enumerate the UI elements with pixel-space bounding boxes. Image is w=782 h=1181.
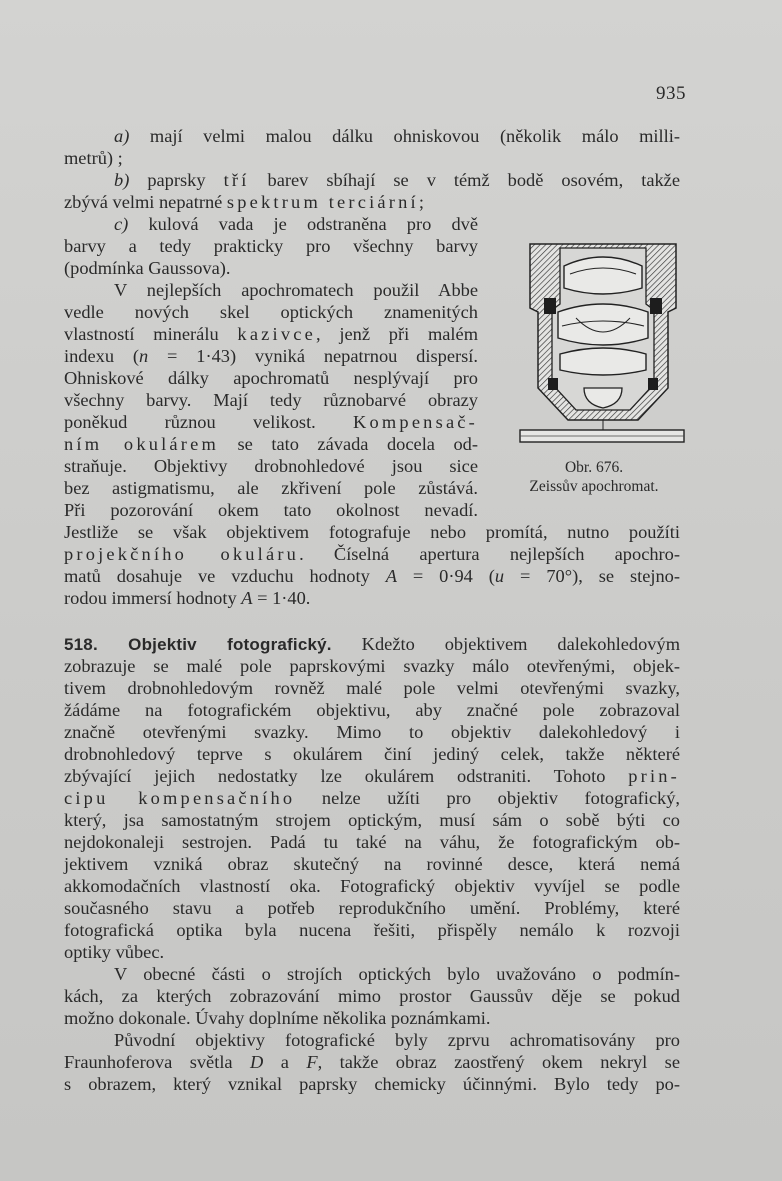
text-line: a) mají velmi malou dálku ohniskovou (několik málo milli-	[114, 126, 680, 146]
figure-caption: Zeissův apochromat.	[529, 478, 659, 495]
text-line: drobnohledový teprve s okulárem činí jediný celek, takže některé	[64, 744, 680, 764]
apochromat-drawing	[518, 238, 688, 450]
text-line: V obecné části o strojích optických bylo uvažováno o podmín-	[114, 964, 680, 984]
text-line: tivem drobnohledovým rovněž malé pole velmi otevřenými svazky,	[64, 678, 680, 698]
section-heading: 518. Objektiv fotografický.	[64, 635, 332, 654]
text-line: akkomodačních vlastností oka. Fotografický objektiv vyvíjel se podle	[64, 876, 680, 896]
text-line: vedle nových skel optických znamenitých	[64, 302, 478, 322]
text-line: vlastností minerálu kazivce, jenž při malém	[64, 324, 479, 344]
text-line: ním okulárem se tato závada docela od-	[64, 434, 478, 454]
text-line: c) kulová vada je odstraněna pro dvě	[114, 214, 478, 234]
text-line: Fraunhoferova světla D a F, takže obraz zaostřený okem nekryl se	[64, 1052, 680, 1072]
text-line: V nejlepších apochromatech použil Abbe	[114, 280, 478, 300]
text-line: b) paprsky tří barev sbíhají se v témž bodě osovém, takže	[114, 170, 681, 190]
text-line: všechny barvy. Mají tedy různobarvé obrazy	[64, 390, 478, 410]
text-line: poněkud různou velikost. Kompensač-	[64, 412, 478, 432]
text-line: žádáme na fotografickém objektivu, aby značné pole zobrazoval	[64, 700, 680, 720]
text-line: rodou immersí hodnoty A = 1·40.	[64, 588, 311, 608]
text-line: jektivem vzniká obraz skutečný na rovinné desce, která nemá	[64, 854, 680, 874]
text-line: s obrazem, který vznikal paprsky chemicky účinnými. Bylo tedy po-	[64, 1074, 680, 1094]
text-line: možno dokonale. Úvahy doplníme několika poznámkami.	[64, 1008, 491, 1028]
text-line: optiky vůbec.	[64, 942, 165, 962]
text-line: bez astigmatismu, ale zkřivení pole zůstává.	[64, 478, 478, 498]
text-line: současného stavu a potřeb reprodukčního umění. Problémy, které	[64, 898, 680, 918]
text-line: zbývající jejich nedostatky lze okulárem odstraniti. Tohoto prin-	[64, 766, 680, 786]
text-line: indexu (n = 1·43) vyniká nepatrnou dispersí.	[64, 346, 478, 366]
text-line: nejdokonaleji sestrojen. Padá tu také na váhu, že fotografickým ob-	[64, 832, 680, 852]
text-line: cipu kompensačního nelze užíti pro objektiv fotografický,	[64, 788, 680, 808]
figure-number: Obr. 676.	[564, 459, 624, 476]
page-number: 935	[656, 83, 686, 104]
text-line: fotografická optika byla nucena řešiti, přispěly nemálo k rozvoji	[64, 920, 680, 940]
text-line: projekčního okuláru. Číselná apertura nejlepších apochro-	[64, 544, 680, 564]
text-line: Původní objektivy fotografické byly zprvu achromatisovány pro	[114, 1030, 680, 1050]
text-line: který, jsa samostatným strojem optickým, musí sám o sobě býti co	[64, 810, 680, 830]
text-line: matů dosahuje ve vzduchu hodnoty A = 0·94 (u = 70°), se stejno-	[64, 566, 681, 586]
text-line: straňuje. Objektivy drobnohledové jsou sice	[64, 456, 478, 476]
text-line: kách, za kterých zobrazování mimo prostor Gaussův děje se pokud	[64, 986, 680, 1006]
text-line: zbývá velmi nepatrné spektrum terciární;	[64, 192, 424, 212]
lens-cross-section-figure	[518, 238, 688, 450]
text-line: Ohniskové dálky apochromatů nesplývají pro	[64, 368, 478, 388]
text-line: barvy a tedy prakticky pro všechny barvy	[64, 236, 478, 256]
text-line: značně otevřenými svazky. Mimo to objektiv dalekohledový i	[64, 722, 680, 742]
text-line: zobrazuje se malé pole paprskovými svazky málo otevřenými, objek-	[64, 656, 680, 676]
text-line: Jestliže se však objektivem fotografuje nebo promítá, nutno použíti	[64, 522, 680, 542]
section-heading-line: 518. Objektiv fotografický. Kdežto objektivem dalekohledovým	[64, 634, 680, 654]
text-line: metrů) ;	[64, 148, 123, 168]
text-line: (podmínka Gaussova).	[64, 258, 231, 278]
text-line: Při pozorování okem tato okolnost nevadí.	[64, 500, 478, 520]
